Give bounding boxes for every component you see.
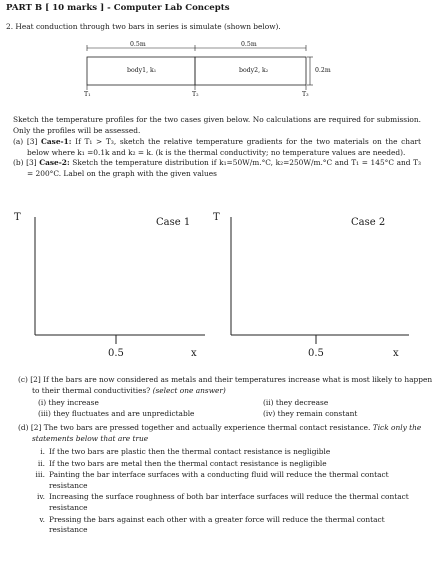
option-ii[interactable]: (ii) they decrease xyxy=(263,398,329,407)
part-d-statements xyxy=(31,447,421,536)
part-a-num: (a) xyxy=(13,137,24,147)
statement-text: Increasing the surface roughness of both bar interface surfaces will reduce the thermal contact resistance xyxy=(49,492,409,512)
part-c-text: If the bars are now considered as metals and their temperatures increase what is most likely to happen to their thermal conductivities? xyxy=(32,375,432,395)
part-d-text: The two bars are pressed together and actually experience thermal contact resistance. xyxy=(43,423,371,432)
case2-tick-label: 0.5 xyxy=(308,348,324,359)
option-i[interactable]: (i) they increase xyxy=(38,398,99,407)
dimension-label-1: 0.5m xyxy=(130,41,146,48)
case1-title: Case 1 xyxy=(156,217,191,228)
question-2-text: 2. Heat conduction through two bars in series is simulate (shown below). xyxy=(6,22,281,31)
case1-y-label: T xyxy=(14,212,21,223)
page-title: PART B [ 10 marks ] - Computer Lab Concepts xyxy=(6,3,230,13)
statement-num: ii. xyxy=(37,458,45,468)
part-c-marks: [2] xyxy=(30,375,41,384)
body1-label: body1, k₁ xyxy=(127,67,157,74)
statement-num: iv. xyxy=(36,492,45,502)
part-d-marks: [2] xyxy=(30,423,42,432)
part-a-text: If T₁ > T₃, sketch the relative temperature gradients for the two materials on the chart below where k₁ =0.1k and k₂ = k. (k is the thermal conductivity; no temperature values are needed). xyxy=(27,137,421,157)
statement-v[interactable] xyxy=(31,515,421,536)
statement-num: v. xyxy=(39,514,45,524)
part-c-hint: (select one answer) xyxy=(152,385,226,395)
statement-ii[interactable] xyxy=(31,459,421,470)
option-iv[interactable]: (iv) they remain constant xyxy=(263,409,358,418)
t1-label: T₁ xyxy=(84,91,91,98)
part-b-label: Case-2: xyxy=(39,158,70,168)
case2-x-label: x xyxy=(393,348,399,359)
statement-i[interactable] xyxy=(31,447,421,458)
statement-text: If the two bars are plastic then the thermal contact resistance is negligible xyxy=(49,447,331,456)
case1-tick-label: 0.5 xyxy=(108,348,124,359)
t2-label: T₂ xyxy=(192,91,199,98)
sketch-intro: Sketch the temperature profiles for the two cases given below. No calculations are required for submission. Only the profiles will be assessed. xyxy=(13,115,421,135)
part-c xyxy=(18,375,432,396)
statement-text: If the two bars are metal then the thermal contact resistance is negligible xyxy=(49,458,327,468)
part-d xyxy=(18,423,432,444)
part-b-marks: [3] xyxy=(26,158,37,168)
part-d-num: (d) xyxy=(18,423,29,432)
part-a-marks: [3] xyxy=(26,137,38,147)
part-d-hint: Tick only the statements below that are true xyxy=(32,423,422,443)
statement-iv[interactable] xyxy=(31,492,421,513)
option-iii[interactable]: (iii) they fluctuates and are unpredictable xyxy=(38,409,195,418)
body2-label: body2, k₂ xyxy=(239,67,269,74)
statement-text: Pressing the bars against each other with a greater force will reduce the thermal contact resistance xyxy=(49,514,385,535)
t3-label: T₃ xyxy=(302,91,309,98)
part-b-text: Sketch the temperature distribution if k₁=50W/m.°C, k₂=250W/m.°C and T₁ = 145°C and T₃ = 200°C. Label on the graph with the given values xyxy=(27,158,421,178)
statement-num: iii. xyxy=(35,470,45,480)
case2-title: Case 2 xyxy=(351,217,386,228)
height-label: 0.2m xyxy=(315,67,331,74)
case2-y-label: T xyxy=(213,212,220,223)
case1-x-label: x xyxy=(191,348,197,359)
statement-iii[interactable] xyxy=(31,470,421,491)
statement-text: Painting the bar interface surfaces with a conducting fluid will reduce the thermal contact resistance xyxy=(49,470,389,490)
part-a-label: Case-1: xyxy=(41,137,72,147)
part-c-num: (c) xyxy=(18,375,28,384)
part-b-num: (b) xyxy=(13,158,24,168)
dimension-label-2: 0.5m xyxy=(241,41,257,48)
statement-num: i. xyxy=(40,447,45,456)
